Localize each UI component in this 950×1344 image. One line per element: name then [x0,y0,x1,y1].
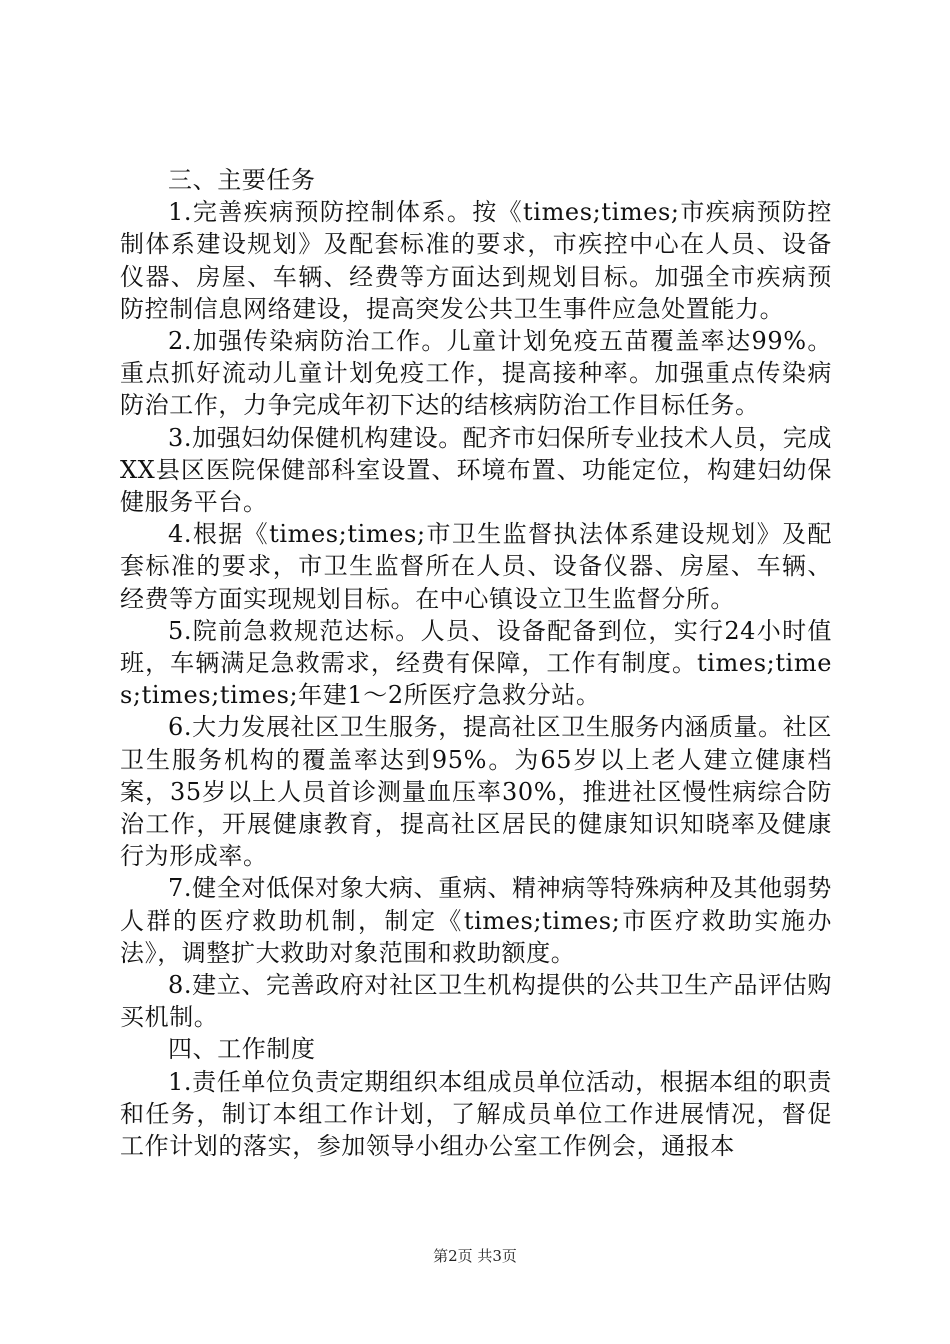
task-item-6: 6.大力发展社区卫生服务，提高社区卫生服务内涵质量。社区卫生服务机构的覆盖率达到95%。为65岁以上老人建立健康档案，35岁以上人员首诊测量血压率30%，推进社区慢性病综合防治工作，开展健康教育，提高社区居民的健康知识知晓率及健康行为形成率。 [120,713,832,871]
task-item-1: 1.完善疾病预防控制体系。按《times;times;市疾病预防控制体系建设规划》及配套标准的要求，市疾控中心在人员、设备仪器、房屋、车辆、经费等方面达到规划目标。加强全市疾病预防控制信息网络建设，提高突发公共卫生事件应急处置能力。 [120,198,832,323]
section-heading-main-tasks: 三、主要任务 [168,166,316,194]
task-item-5: 5.院前急救规范达标。人员、设备配备到位，实行24小时值班，车辆满足急救需求，经费有保障，工作有制度。times;times;times;times;年建1～2所医疗急救分站。 [120,616,832,710]
page-number-footer: 第2页 共3页 [433,1247,517,1265]
document-body [120,164,832,1162]
task-item-7: 7.健全对低保对象大病、重病、精神病等特殊病种及其他弱势人群的医疗救助机制，制定《times;times;市医疗救助实施办法》，调整扩大救助对象范围和救助额度。 [120,874,832,967]
section-heading-work-system: 四、工作制度 [168,1035,316,1064]
task-item-3: 3.加强妇幼保健机构建设。配齐市妇保所专业技术人员，完成XX县区医院保健部科室设置、环境布置、功能定位，构建妇幼保健服务平台。 [120,423,832,517]
task-item-2: 2.加强传染病防治工作。儿童计划免疫五苗覆盖率达99%。重点抓好流动儿童计划免疫工作，提高接种率。加强重点传染病防治工作，力争完成年初下达的结核病防治工作目标任务。 [120,327,832,420]
task-item-4: 4.根据《times;times;市卫生监督执法体系建设规划》及配套标准的要求，市卫生监督所在人员、设备仪器、房屋、车辆、经费等方面实现规划目标。在中心镇设立卫生监督分所。 [120,520,832,613]
work-system-item-1: 1.责任单位负责定期组织本组成员单位活动，根据本组的职责和任务，制订本组工作计划，了解成员单位工作进展情况，督促工作计划的落实，参加领导小组办公室工作例会，通报本 [120,1067,832,1161]
task-item-8: 8.建立、完善政府对社区卫生机构提供的公共卫生产品评估购买机制。 [120,971,832,1032]
